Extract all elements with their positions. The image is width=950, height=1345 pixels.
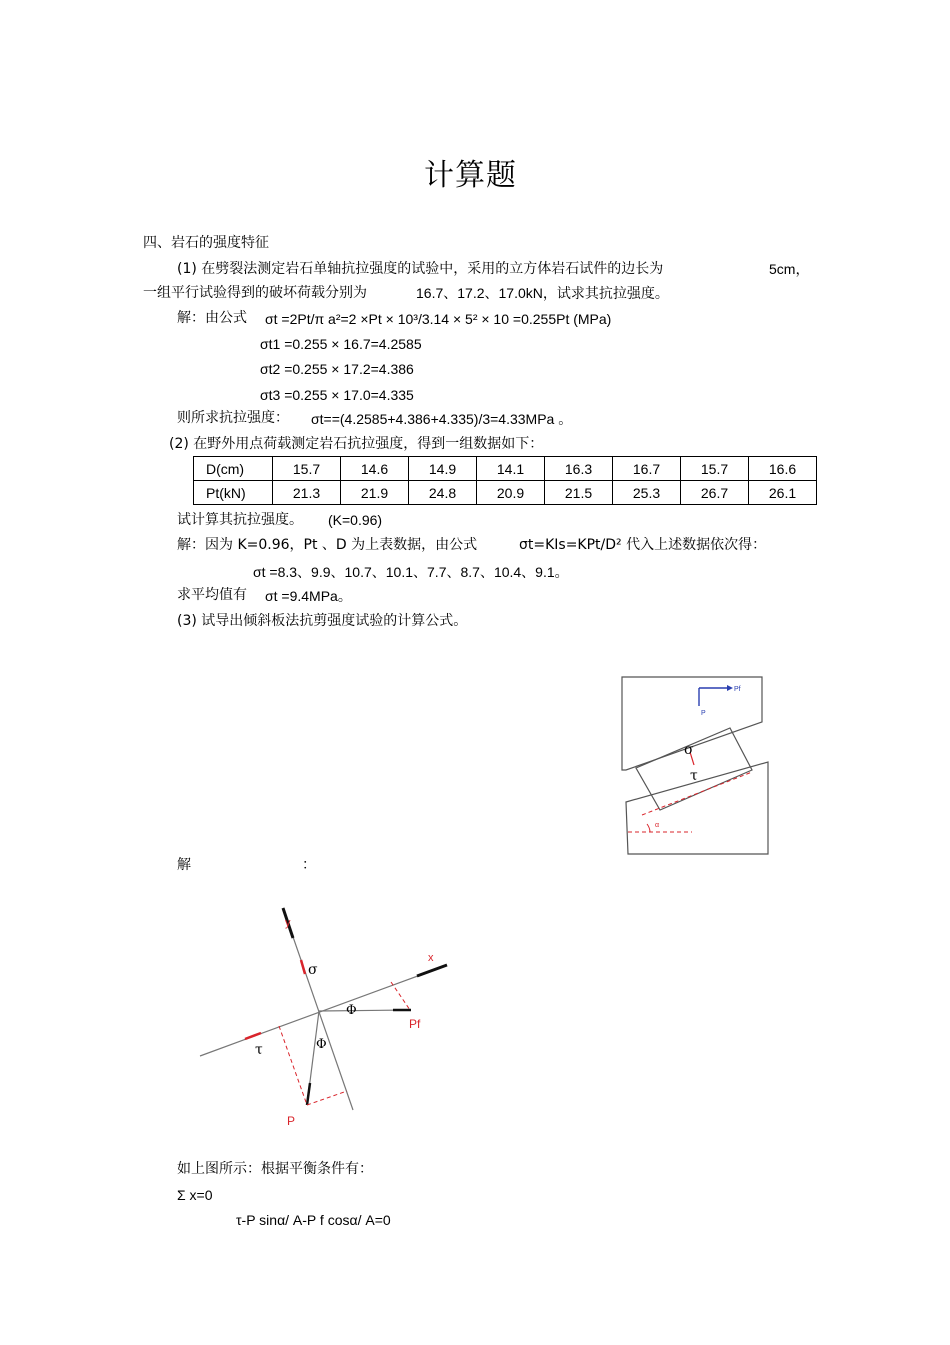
q1-line2-text: 一组平行试验得到的破坏荷载分别为	[143, 285, 367, 301]
page-title: 计算题	[424, 158, 517, 193]
q2-average-value: σt =9.4MPa。	[265, 588, 352, 604]
table-cell: 16.3	[545, 457, 613, 481]
table-cell: 26.7	[681, 481, 749, 505]
fig2-p-label: P	[287, 1114, 296, 1128]
q3-equation: τ-P sinα/ A-P f cosα/ A=0	[236, 1212, 391, 1228]
fig2-phi-upper-label: Φ	[346, 1003, 357, 1018]
fig2-pf-label: Pf	[409, 1017, 421, 1031]
inclined-plate-figure	[612, 670, 777, 860]
table-row	[194, 457, 817, 481]
table-cell: 21.3	[273, 481, 341, 505]
construction-line-3	[391, 982, 410, 1010]
fig2-tau-label: τ	[255, 1042, 263, 1058]
q2-solution-text: 解：因为 K=0.96，Pt 、D 为上表数据，由公式	[177, 537, 478, 553]
table-row	[194, 481, 817, 505]
table-cell: 25.3	[613, 481, 681, 505]
table-cell: 14.9	[409, 457, 477, 481]
q3-solution-label: 解	[177, 857, 191, 873]
q1-line2-values: 16.7、17.2、17.0kN，试求其抗拉强度。	[416, 285, 669, 301]
table-cell: 15.7	[681, 457, 749, 481]
pf-arrowhead	[727, 685, 733, 691]
fig2-phi-lower-label: Φ	[316, 1037, 327, 1052]
q1-result-2: σt2 =0.255 × 17.2=4.386	[260, 361, 414, 377]
fig1-pf-label: Pf	[734, 686, 741, 693]
construction-line-1	[279, 1026, 307, 1105]
table-cell: 21.5	[545, 481, 613, 505]
fig1-alpha-label: α	[655, 822, 660, 829]
q1-formula: σt =2Pt/π a²=2 ×Pt × 10³/3.14 × 5² × 10 =0.255Pt (MPa)	[265, 311, 612, 327]
fig1-tau-label: τ	[690, 768, 698, 784]
q2-values-line: σt =8.3、9.9、10.7、10.1、7.7、8.7、10.4、9.1。	[253, 564, 569, 580]
x-axis-arrowhead	[417, 965, 447, 976]
q1-final-label: 则所求抗拉强度：	[177, 410, 289, 426]
q2-intro: (2) 在野外用点荷载测定岩石抗拉强度，得到一组数据如下：	[169, 436, 544, 452]
y-axis-line	[283, 908, 353, 1110]
fig1-sigma-label: σ	[684, 742, 694, 758]
fig2-x-label: x	[428, 952, 434, 964]
q3-equation-intro: 如上图所示：根据平衡条件有：	[177, 1161, 373, 1177]
q2-average-label: 求平均值有	[177, 587, 247, 603]
table-cell: 14.1	[477, 457, 545, 481]
q3-solution-colon: ：	[302, 857, 316, 873]
table-row-label: Pt(kN)	[194, 481, 273, 505]
fig2-sigma-label: σ	[308, 962, 318, 978]
q2-solution-formula: σt=KIs=KPt/D² 代入上述数据依次得：	[519, 537, 767, 553]
data-table	[193, 456, 817, 505]
q3-intro: (3) 试导出倾斜板法抗剪强度试验的计算公式。	[177, 613, 468, 629]
q3-sum-condition: Σ x=0	[177, 1187, 213, 1203]
table-cell: 20.9	[477, 481, 545, 505]
q1-result-1: σt1 =0.255 × 16.7=4.2585	[260, 336, 422, 352]
table-row-label: D(cm)	[194, 457, 273, 481]
table-cell: 24.8	[409, 481, 477, 505]
table-cell: 14.6	[341, 457, 409, 481]
construction-line-2	[307, 1091, 347, 1105]
force-diagram	[195, 898, 460, 1133]
q1-final-result: σt==(4.2585+4.386+4.335)/3=4.33MPa 。	[311, 411, 573, 427]
q1-solution-label: 解：由公式	[177, 310, 247, 326]
section-heading: 四、岩石的强度特征	[143, 235, 269, 251]
q1-result-3: σt3 =0.255 × 17.0=4.335	[260, 387, 414, 403]
table-cell: 15.7	[273, 457, 341, 481]
tau-arrowhead	[245, 1033, 261, 1039]
fig1-p-label: P	[701, 710, 706, 717]
table-cell: 26.1	[749, 481, 817, 505]
table-cell: 16.7	[613, 457, 681, 481]
q1-line1: (1) 在劈裂法测定岩石单轴抗拉强度的试验中，采用的立方体岩石试件的边长为	[177, 261, 664, 277]
sigma-arrowhead	[301, 960, 305, 974]
q2-ask: 试计算其抗拉强度。	[177, 512, 303, 528]
fig2-y-label: y	[285, 917, 291, 929]
q2-k-value: (K=0.96)	[328, 512, 383, 528]
p-force-arrowhead	[307, 1083, 310, 1105]
table-cell: 21.9	[341, 481, 409, 505]
table-cell: 16.6	[749, 457, 817, 481]
alpha-angle-arc	[647, 824, 650, 832]
q1-line1-value: 5cm，	[769, 261, 810, 277]
